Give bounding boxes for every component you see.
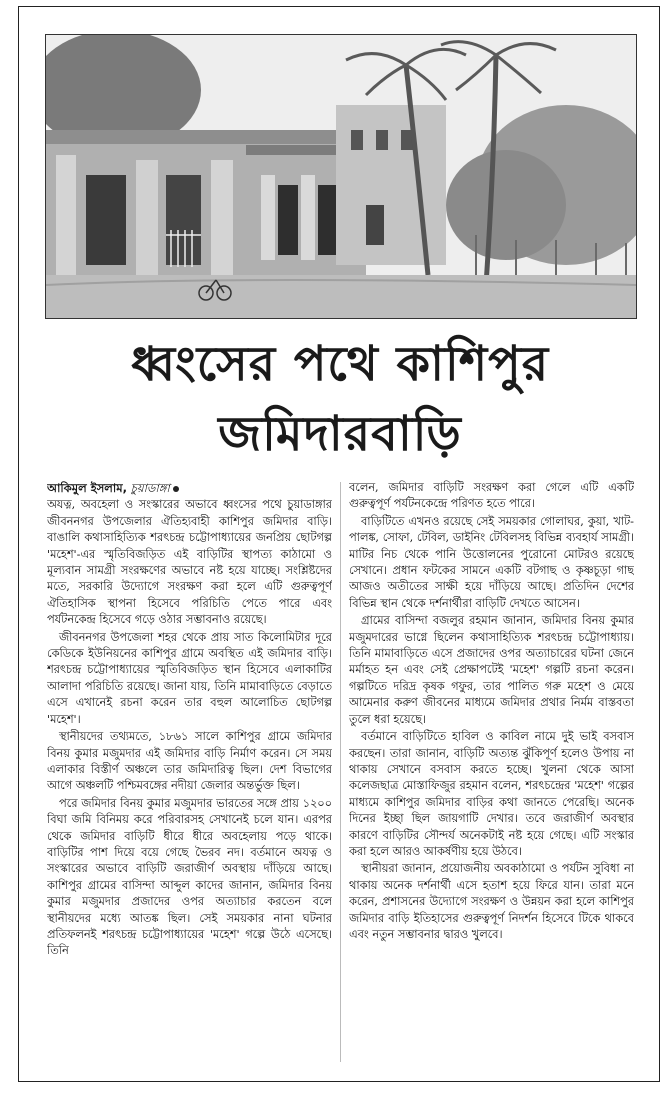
article-column-left (47, 480, 332, 1065)
paragraph: বলেন, জমিদার বাড়িটি সংরক্ষণ করা গেলে এটি একটি গুরুত্বপূর্ণ পর্যটনকেন্দ্রে পরিণত হতে পারে। (349, 481, 634, 511)
zamindar-house-photo (45, 34, 637, 319)
byline (47, 480, 332, 496)
headline-line-2: জমিদারবাড়ি (218, 406, 462, 462)
paragraph: বাড়িটিতে এখনও রয়েছে সেই সময়কার গোলাঘর, কুয়া, খাট-পালঙ্ক, সোফা, টেবিল, ডাইনিং টেবিলসহ বিভিন্ন ব্যবহার্য সামগ্রী। মাটির নিচ থেকে পানি উত্তোলনের পুরোনো মোটরও রয়েছে সেখানে। প্রধান ফটকের সামনে একটি বটগাছ ও কৃষ্ণচূড়া গাছ আজও অতীতের সাক্ষী হয়ে দাঁড়িয়ে আছে। প্রতিদিন দেশের বিভিন্ন স্থান থেকে দর্শনার্থীরা বাড়িটি দেখতে আসেন। (349, 514, 634, 610)
headline-line-1: ধ্বংসের পথে কাশিপুর (130, 336, 550, 392)
paragraph: স্থানীয়দের তথ্যমতে, ১৮৬১ সালে কাশিপুর গ্রামে জমিদার বিনয় কুমার মজুমদার এই জমিদার বাড়ি নির্মাণ করেন। সে সময় এলাকার বিস্তীর্ণ অঞ্চলে তার জমিদারিত্ব ছিল। দেশ বিভাগের আগে অঞ্চলটি পশ্চিমবঙ্গের নদীয়া জেলার অন্তর্ভুক্ত ছিল। (47, 730, 332, 793)
paragraph: স্থানীয়রা জানান, প্রয়োজনীয় অবকাঠামো ও পর্যটন সুবিধা না থাকায় অনেক দর্শনার্থী এসে হতাশ হয়ে ফিরে যান। তারা মনে করেন, প্রশাসনের উদ্যোগে সংরক্ষণ ও উন্নয়ন করা হলে কাশিপুর জমিদার বাড়ি ইতিহাসের গুরুত্বপূর্ণ নিদর্শন হিসেবে টিকে থাকবে এবং নতুন সম্ভাবনার দ্বারও খুলবে। (349, 862, 634, 941)
paragraph: বর্তমানে বাড়িটিতে হাবিল ও কাবিল নামে দুই ভাই বসবাস করছেন। তারা জানান, বাড়িটি অত্যন্ত ঝুঁকিপূর্ণ হলেও উপায় না থাকায় সেখানে বসবাস করতে হচ্ছে। খুলনা থেকে আসা কলেজছাত্র মোস্তাফিজুর রহমান বলেন, শরৎচন্দ্রের 'মহেশ' গল্পের মাধ্যমে কাশিপুর জমিদার বাড়ির কথা জানতে পেরেছি। অনেক দিনের ইচ্ছা ছিল জায়গাটি দেখার। তবে জরাজীর্ণ অবস্থার কারণে বাড়িটির সৌন্দর্য অনেকটাই নষ্ট হয়ে গেছে। এটি সংস্কার করা হলে আরও আকর্ষণীয় হয়ে উঠবে। (349, 730, 634, 858)
paragraph: অযত্ন, অবহেলা ও সংস্কারের অভাবে ধ্বংসের পথে চুয়াডাঙ্গার জীবননগর উপজেলার ঐতিহ্যবাহী কাশিপুর জমিদার বাড়ি। বাঙালি কথাসাহিত্যিক শরৎচন্দ্র চট্টোপাধ্যায়ের জনপ্রিয় ছোটগল্প 'মহেশ'-এর স্মৃতিবিজড়িত এই বাড়িটির স্থাপত্য কাঠামো ও মূল্যবান সামগ্রী সংরক্ষণের অভাবে নষ্ট হয়ে যাচ্ছে। সংশ্লিষ্টদের মতে, সরকারি উদ্যোগে সংরক্ষণ করা হলে এটি গুরুত্বপূর্ণ ঐতিহাসিক স্থাপনা হিসেবে পরিচিতি পেতে পারে এবং পর্যটনকেন্দ্র হিসেবে গড়ে ওঠার সম্ভাবনাও রয়েছে। (47, 498, 332, 627)
paragraph: পরে জমিদার বিনয় কুমার মজুমদার ভারতের সঙ্গে প্রায় ১২০০ বিঘা জমি বিনিময় করে পরিবারসহ সেখানেই চলে যান। এরপর থেকে জমিদার বাড়িটি ধীরে ধীরে অবহেলায় পড়ে থাকে। বাড়িটির পাশ দিয়ে বয়ে গেছে ভৈরব নদ। বর্তমানে অযত্ন ও সংস্কারের অভাবে বাড়িটি জরাজীর্ণ অবস্থায় দাঁড়িয়ে আছে। কাশিপুর গ্রামের বাসিন্দা আব্দুল কাদের জানান, জমিদার বিনয় কুমার মজুমদার প্রজাদের ওপর অত্যাচার করতেন বলে স্থানীয়দের মধ্যে আতঙ্ক ছিল। সেই সময়কার নানা ঘটনার প্রতিফলনই শরৎচন্দ্র চট্টোপাধ্যায়ের 'মহেশ' গল্পে উঠে এসেছে। তিনি (47, 796, 332, 958)
paragraph: গ্রামের বাসিন্দা বজলুর রহমান জানান, জমিদার বিনয় কুমার মজুমদারের ভাগ্নে ছিলেন কথাসাহিত্যিক শরৎচন্দ্র চট্টোপাধ্যায়। তিনি মামাবাড়িতে এসে প্রজাদের ওপর অত্যাচারের ঘটনা জেনে মর্মাহত হন এবং সেই প্রেক্ষাপটেই 'মহেশ' গল্পটি রচনা করেন। গল্পটিতে দরিদ্র কৃষক গফুর, তার পালিত গরু মহেশ ও মেয়ে আমেনার করুণ জীবনের মাধ্যমে জমিদার প্রথার নির্মম বাস্তবতা তুলে ধরা হয়েছে। (349, 614, 634, 726)
byline-place: চুয়াডাঙ্গা (130, 481, 170, 495)
paragraph: জীবননগর উপজেলা শহর থেকে প্রায় সাত কিলোমিটার দূরে কেডিকে ইউনিয়নের কাশিপুর গ্রামে অবস্থিত এই জমিদার বাড়ি। শরৎচন্দ্র চট্টোপাধ্যায়ের স্মৃতিবিজড়িত স্থান হিসেবে এলাকাটির আলাদা পরিচিতি রয়েছে। জানা যায়, তিনি মামাবাড়িতে বেড়াতে এসে এখানেই রচনা করেন তার বহুল আলোচিত ছোটগল্প 'মহেশ'। (47, 630, 332, 726)
author-name: আকিমুল ইসলাম, (47, 481, 127, 495)
column-divider (340, 482, 341, 1062)
article-column-right (349, 480, 634, 1065)
bullet-icon (173, 486, 179, 492)
